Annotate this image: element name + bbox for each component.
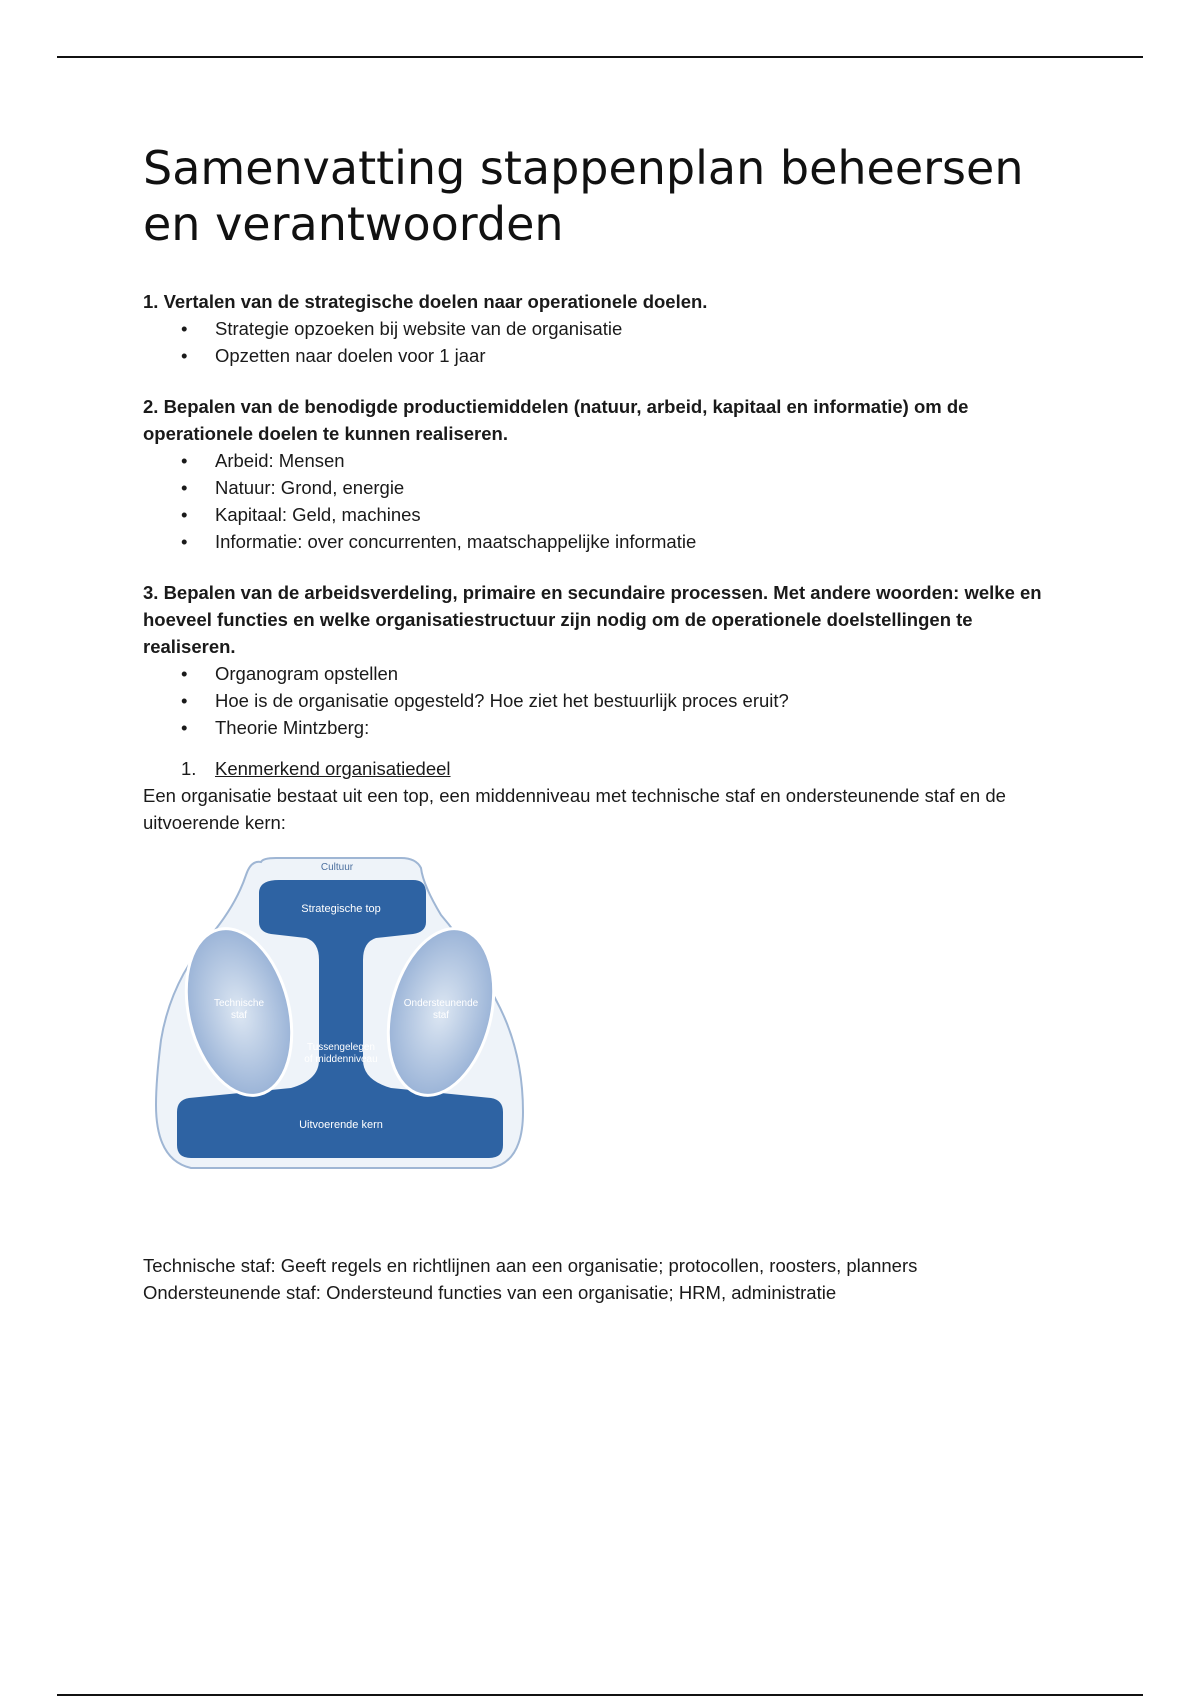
bullet-icon: • xyxy=(181,504,188,525)
list-item: • Theorie Mintzberg: xyxy=(143,714,1063,741)
technical-staff-label-line1: Technische xyxy=(213,998,265,1009)
list-item: • Informatie: over concurrenten, maatschappelijke informatie xyxy=(143,528,1063,555)
support-staff-label-line2: staf xyxy=(432,1010,450,1021)
bullet-icon: • xyxy=(181,690,188,711)
list-item: • Kapitaal: Geld, machines xyxy=(143,501,1063,528)
list-item: • Hoe is de organisatie opgesteld? Hoe ziet het bestuurlijk proces eruit? xyxy=(143,687,1063,714)
bottom-rule xyxy=(57,1694,1143,1696)
bullet-list-1 xyxy=(143,315,1063,369)
middle-line-label-line2: of middenniveau xyxy=(304,1054,378,1065)
intro-paragraph: Een organisatie bestaat uit een top, een middenniveau met technische staf en ondersteunende staf en de uitvoerende kern: xyxy=(143,785,1006,833)
mintzberg-diagram xyxy=(151,850,531,1180)
bullet-icon: • xyxy=(181,450,188,471)
document-body xyxy=(143,140,1063,1306)
section-heading-3: 3. Bepalen van de arbeidsverdeling, primaire en secundaire processen. Met andere woorden: welke en hoeveel functies en welke organisatiestructuur zijn nodig om de operationele doelstellingen te realiseren. xyxy=(143,582,1042,657)
middle-line-label-line1: Tussengelegen xyxy=(306,1042,376,1053)
list-item: • Arbeid: Mensen xyxy=(143,447,1063,474)
operating-core-label: Uitvoerende kern xyxy=(299,1119,383,1131)
list-item: • Organogram opstellen xyxy=(143,660,1063,687)
bullet-icon: • xyxy=(181,318,188,339)
numbered-item xyxy=(143,755,1063,782)
note-support-staff: Ondersteunende staf: Ondersteund functies van een organisatie; HRM, administratie xyxy=(143,1282,837,1303)
bullet-icon: • xyxy=(181,717,188,738)
technical-staff-label-line2: staf xyxy=(230,1010,248,1021)
list-item: • Strategie opzoeken bij website van de organisatie xyxy=(143,315,1063,342)
bullet-icon: • xyxy=(181,531,188,552)
numbered-item-number: 1. xyxy=(181,758,197,779)
list-item: • Natuur: Grond, energie xyxy=(143,474,1063,501)
page-title: Samenvatting stappenplan beheersen en verantwoorden xyxy=(143,141,1024,251)
bullet-icon: • xyxy=(181,477,188,498)
culture-label: Cultuur xyxy=(320,862,354,873)
strategic-top-label: Strategische top xyxy=(301,903,381,915)
list-item: • Opzetten naar doelen voor 1 jaar xyxy=(143,342,1063,369)
notes-block xyxy=(143,1252,1063,1306)
note-technical-staff: Technische staf: Geeft regels en richtlijnen aan een organisatie; protocollen, roosters, planners xyxy=(143,1255,918,1276)
bullet-icon: • xyxy=(181,345,188,366)
section-heading-1: 1. Vertalen van de strategische doelen naar operationele doelen. xyxy=(143,291,708,312)
section-heading-2: 2. Bepalen van de benodigde productiemiddelen (natuur, arbeid, kapitaal en informatie) om de operationele doelen te kunnen realiseren. xyxy=(143,396,969,444)
support-staff-label-line1: Ondersteunende xyxy=(403,998,479,1009)
top-rule xyxy=(57,56,1143,58)
bullet-list-3 xyxy=(143,660,1063,741)
bullet-list-2 xyxy=(143,447,1063,555)
numbered-item-text: Kenmerkend organisatiedeel xyxy=(215,758,451,779)
bullet-icon: • xyxy=(181,663,188,684)
